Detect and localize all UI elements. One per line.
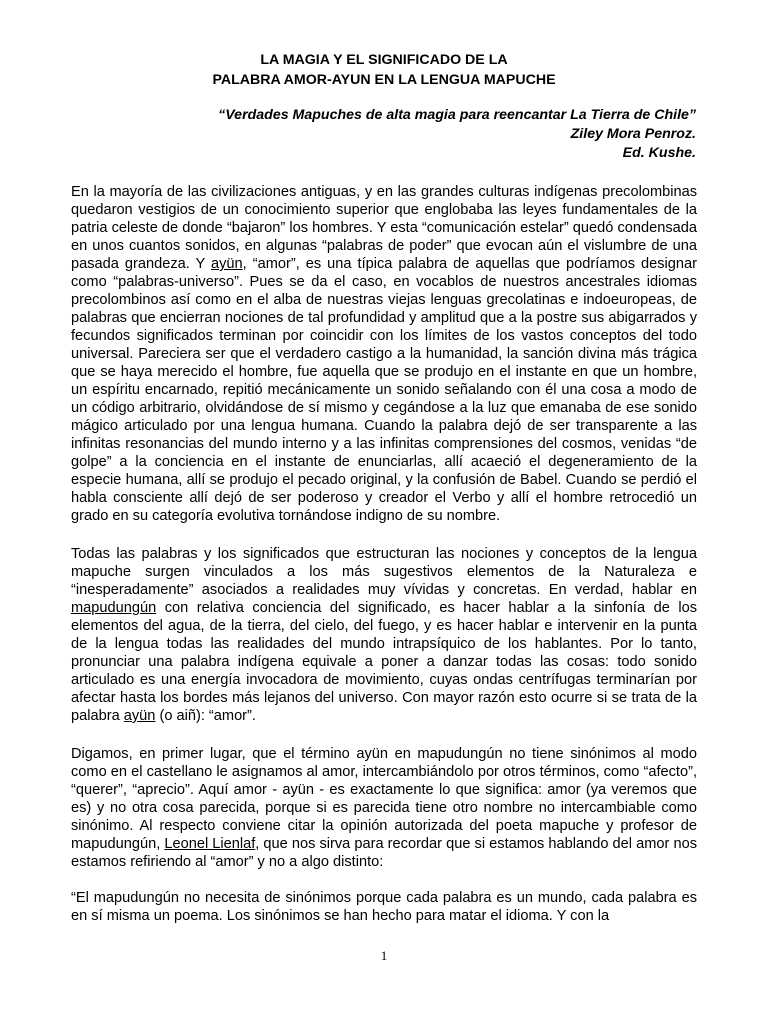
page-number: 1 (380, 948, 388, 963)
paragraph-2 (71, 545, 697, 725)
paragraph-3-text-b: , que nos sirva para recordar que si estamos hablando del amor nos estamos refiriendo al “amor” y no a algo distinto: (71, 836, 697, 870)
paragraph-2-text-b: con relativa conciencia del significado, es hacer hablar a la sinfonía de los elementos del agua, de la tierra, del cielo, del fuego, y es hacer hablar e intervenir en la punta de la lengua todas las realidades del mundo intrapsíquico de los hablantes. Por lo tanto, pronunciar una palabra indígena equivale a poner a danzar todas las cosas: todo sonido articulado es una energía invocadora de movimiento, cuyas ondas centrífugas terminarían por afectar hasta los bordes más lejanos del universo. Con mayor razón esto ocurre si se trata de la palabra (71, 600, 697, 724)
mapudungun-link[interactable]: mapudungún (71, 600, 157, 616)
title-line-2: PALABRA AMOR-AYUN EN LA LENGUA MAPUCHE (212, 72, 556, 88)
author: Ziley Mora Penroz. (570, 126, 696, 142)
title-line-1: LA MAGIA Y EL SIGNIFICADO DE LA (260, 52, 508, 68)
paragraph-1-text-a: En la mayoría de las civilizaciones antiguas, y en las grandes culturas indígenas precolombinas quedaron vestigios de un conocimiento superior que englobaba las leyes fundamentales de la patria celeste de donde “bajaron” los hombres. Y esta “comunicación estelar” quedó condensada en unos cuantos sonidos, en algunas “palabras de poder” que evocan aún el vislumbre de una pasada grandeza. Y (71, 184, 697, 272)
ayun-link-2[interactable]: ayün (123, 708, 156, 724)
document-title (71, 50, 697, 90)
paragraph-4: “El mapudungún no necesita de sinónimos porque cada palabra es un mundo, cada palabra es en sí misma un poema. Los sinónimos se han hecho para matar el idioma. Y con la (71, 890, 697, 924)
paragraph-2-text-a: Todas las palabras y los significados que estructuran las nociones y conceptos de la lengua mapuche surgen vinculados a los más sugestivos elementos de la Naturaleza e “inesperadamente” asociados a realidades muy vívidas y concretas. En verdad, hablar en (71, 546, 697, 598)
leonel-lienlaf-link[interactable]: Leonel Lienlaf (164, 836, 256, 852)
document-header (71, 106, 697, 163)
paragraph-3 (71, 745, 697, 871)
paragraph-1-text-b: , “amor”, es una típica palabra de aquellas que podríamos designar como “palabras-universo”. Pues se da el caso, en vocablos de nuestros ancestrales idiomas precolombinos así como en el alba de nuestras viejas lenguas grecolatinas e indoeuropeas, de palabras que encierran nociones de tal profundidad y amplitud que a la postre sus abigarrados y fecundos significados terminan por coincidir con los límites de los vastos conceptos del todo universal. Pareciera ser que el verdadero castigo a la humanidad, la sanción divina más trágica que se haya merecido el hombre, fue aquella que se produjo en el instante en que un hombre, un espíritu encarnado, repitió mecánicamente un sonido señalando con él una cosa a modo de un código arbitrario, olvidándose de sí mismo y cegándose a la luz que emanaba de ese sonido mágico articulado por una lengua humana. Cuando la palabra dejó de ser transparente a las infinitas resonancias del mundo interno y a las infinitas comprensiones del cosmos, venidas “de golpe” a la conciencia en el instante de enunciarlas, allí acaeció el degeneramiento de la especie humana, allí se produjo el pecado original, y la confusión de Babel. Cuando se perdió el habla consciente allí dejó de ser poderoso y creador el Verbo y allí el hombre retrocedió un grado en su categoría evolutiva tornándose indigno de su nombre. (71, 256, 697, 524)
paragraph-2-text-c: (o aiñ): “amor”. (155, 708, 256, 724)
ayun-link[interactable]: ayün (211, 256, 243, 272)
paragraph-1 (71, 183, 697, 525)
paragraph-3-text-a: Digamos, en primer lugar, que el término ayün en mapudungún no tiene sinónimos al modo como en el castellano le asignamos al amor, intercambiándolo por otros términos, como “afecto”, “querer”, “aprecio”. Aquí amor - ayün - es exactamente lo que significa: amor (ya veremos que es) y no otra cosa parecida, porque si es parecida tiene otro nombre no intercambiable como sinónimo. Al respecto conviene citar la opinión autorizada del poeta mapuche y profesor de mapudungún, (71, 746, 697, 852)
document-page (71, 50, 697, 925)
publisher: Ed. Kushe. (622, 145, 696, 161)
subtitle: “Verdades Mapuches de alta magia para reencantar La Tierra de Chile” (218, 107, 696, 123)
